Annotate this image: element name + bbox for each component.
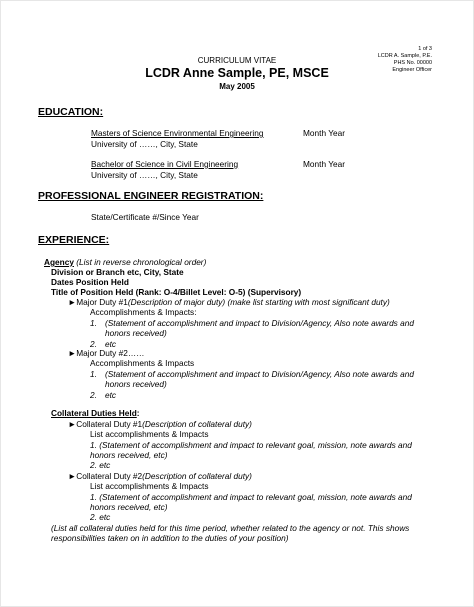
duty-1-item-1-number: 1.	[90, 318, 97, 328]
collateral-2-list-label: List accomplishments & Impacts	[90, 481, 209, 491]
experience-heading: EXPERIENCE:	[38, 234, 110, 246]
duty-2-item-1-number: 1.	[90, 369, 97, 379]
collateral-footer-b: responsibilities taken on in addition to the duties of your position)	[51, 533, 289, 543]
duty-1-item-1-text-b: honors received)	[105, 328, 167, 338]
registration-heading: PROFESSIONAL ENGINEER REGISTRATION:	[38, 190, 264, 202]
collateral-2-item-1-text-b: honors received, etc)	[90, 502, 168, 512]
duty-2-item-2-number: 2.	[90, 390, 97, 400]
triangle-bullet-icon: ►	[68, 297, 77, 307]
collateral-duty-1	[68, 419, 252, 429]
collateral-2-item-2-text: 2. etc	[90, 512, 111, 522]
header-name: LCDR A. Sample, P.E.	[377, 53, 432, 59]
collateral-1-item-2-text: 2. etc	[90, 460, 111, 470]
cv-date: May 2005	[219, 82, 255, 91]
collateral-heading: Collateral Duties Held	[51, 408, 137, 418]
collateral-heading-line	[51, 408, 140, 418]
major-duty-1-note: (Description of major duty) (make list starting with most significant duty)	[127, 297, 390, 307]
education-date-1: Month Year	[303, 128, 345, 138]
agency-line	[44, 257, 206, 267]
collateral-duty-2	[68, 471, 252, 481]
collateral-heading-colon: :	[136, 408, 140, 418]
duty-1-item-2-number: 2.	[90, 339, 97, 349]
major-duty-1	[68, 297, 390, 307]
major-duty-2	[68, 348, 144, 358]
triangle-bullet-icon: ►	[68, 419, 77, 429]
education-degree-2: Bachelor of Science in Civil Engineering	[91, 159, 239, 169]
division-line: Division or Branch etc, City, State	[51, 267, 184, 277]
duty-2-item-1-text-b: honors received)	[105, 379, 167, 389]
duty-2-item-1-text-a: (Statement of accomplishment and impact to Division/Agency, Also note awards and	[105, 369, 414, 379]
collateral-1-list-label: List accomplishments & Impacts	[90, 429, 209, 439]
collateral-footer-a: (List all collateral duties held for this time period, whether related to the agency or not. This shows	[51, 523, 410, 533]
education-date-2: Month Year	[303, 159, 345, 169]
duty-2-item-2-text: etc	[105, 390, 117, 400]
major-duty-1-label: Major Duty #1	[76, 297, 128, 307]
accomplishments-label-2: Accomplishments & Impacts	[90, 358, 195, 368]
collateral-duty-1-label: Collateral Duty #1	[76, 419, 143, 429]
agency-label: Agency	[44, 257, 74, 267]
education-degree-1: Masters of Science Environmental Engineering	[91, 128, 264, 138]
header-page-number: 1 of 3	[418, 46, 432, 52]
position-title: Title of Position Held (Rank: O-4/Billet Level: O-5) (Supervisory)	[51, 287, 302, 297]
agency-note: (List in reverse chronological order)	[73, 257, 207, 267]
cv-label: CURRICULUM VITAE	[197, 56, 277, 65]
accomplishments-label-1: Accomplishments & Impacts:	[90, 307, 197, 317]
dates-line: Dates Position Held	[51, 277, 129, 287]
collateral-2-item-1-text-a: 1. (Statement of accomplishment and impact to relevant goal, mission, note awards and	[90, 492, 412, 502]
header-phs-number: PHS No. 00000	[393, 60, 432, 66]
header-category: Engineer Officer	[392, 67, 432, 73]
registration-line: State/Certificate #/Since Year	[91, 212, 199, 222]
education-heading: EDUCATION:	[38, 106, 104, 118]
collateral-duty-1-note: (Description of collateral duty)	[142, 419, 252, 429]
duty-1-item-2-text: etc	[105, 339, 117, 349]
duty-1-item-1-text-a: (Statement of accomplishment and impact to Division/Agency, Also note awards and	[105, 318, 414, 328]
education-school-1: University of ……, City, State	[91, 139, 198, 149]
collateral-duty-2-note: (Description of collateral duty)	[142, 471, 252, 481]
cv-name: LCDR Anne Sample, PE, MSCE	[145, 66, 329, 80]
collateral-duty-2-label: Collateral Duty #2	[76, 471, 143, 481]
collateral-1-item-1-text-b: honors received, etc)	[90, 450, 168, 460]
major-duty-2-label: Major Duty #2……	[76, 348, 145, 358]
collateral-1-item-1-text-a: 1. (Statement of accomplishment and impact to relevant goal, mission, note awards and	[90, 440, 412, 450]
triangle-bullet-icon: ►	[68, 471, 77, 481]
education-school-2: University of ……, City, State	[91, 170, 198, 180]
triangle-bullet-icon: ►	[68, 348, 77, 358]
